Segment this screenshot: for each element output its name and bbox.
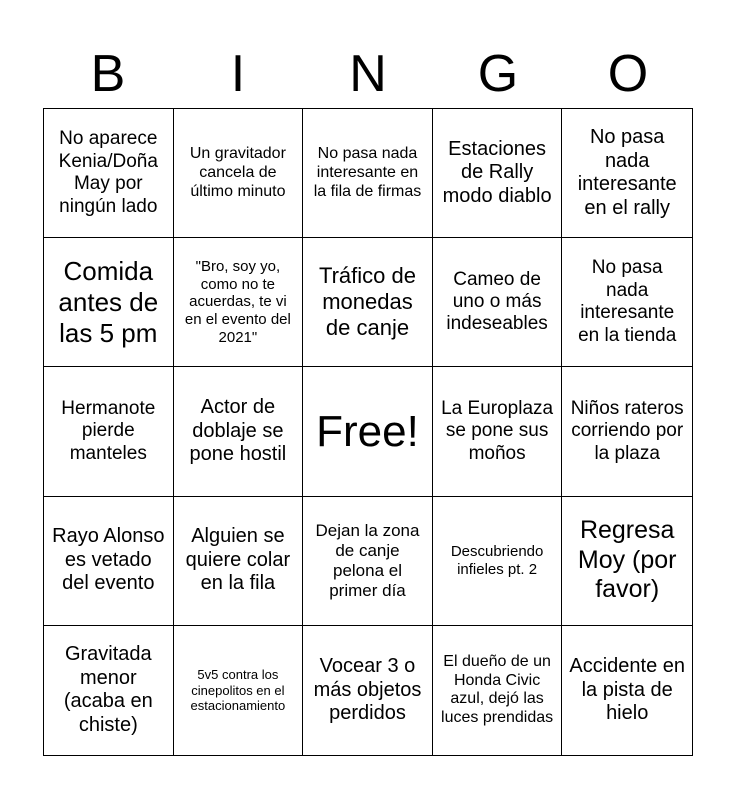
cell-text: Comida antes de las 5 pm [58, 256, 159, 348]
cell-text: Alguien se quiere colar en la fila [185, 525, 291, 595]
cell-text: No pasa nada interesante en el rally [577, 125, 677, 219]
bingo-cell-r3-c4[interactable] [433, 367, 563, 496]
bingo-grid [43, 108, 693, 756]
free-space-text: Free! [316, 406, 419, 456]
cell-text: No pasa nada interesante en la tienda [578, 257, 677, 346]
cell-text: Dejan la zona de canje pelona el primer día [315, 520, 420, 600]
bingo-cell-r2-c2[interactable] [174, 238, 304, 367]
bingo-cell-r3-c1[interactable] [44, 367, 174, 496]
cell-text: Hermanote pierde manteles [61, 397, 156, 464]
bingo-header [43, 40, 693, 108]
bingo-cell-r4-c2[interactable] [174, 497, 304, 626]
header-letter-o: O [607, 45, 649, 103]
bingo-cell-r5-c4[interactable] [433, 626, 563, 755]
bingo-cell-r1-c2[interactable] [174, 109, 304, 238]
bingo-cell-r2-c4[interactable] [433, 238, 563, 367]
cell-text: Regresa Moy (por favor) [577, 516, 677, 604]
cell-text: Descubriendo infieles pt. 2 [450, 543, 544, 578]
cell-text: Accidente en la pista de hielo [569, 655, 686, 725]
cell-text: Cameo de uno o más indeseables [446, 268, 548, 335]
cell-text: No pasa nada interesante en la fila de firmas [313, 144, 422, 200]
cell-text: La Europlaza se pone sus moños [441, 397, 554, 464]
bingo-cell-r4-c5[interactable] [562, 497, 692, 626]
cell-text: "Bro, soy yo, como no te acuerdas, te vi en el evento del 2021" [184, 258, 291, 346]
cell-text: Actor de doblaje se pone hostil [189, 396, 287, 466]
cell-text: Vocear 3 o más objetos perdidos [313, 655, 422, 725]
bingo-cell-r1-c5[interactable] [562, 109, 692, 238]
bingo-cell-r5-c2[interactable] [174, 626, 304, 755]
cell-text: 5v5 contra los cinepolitos en el estacionamiento [190, 667, 286, 714]
header-letter-i: I [230, 45, 246, 103]
cell-text: Rayo Alonso es vetado del evento [52, 525, 165, 595]
bingo-cell-r5-c1[interactable] [44, 626, 174, 755]
header-letter-b: B [90, 45, 126, 103]
bingo-cell-r1-c3[interactable] [303, 109, 433, 238]
bingo-cell-r1-c1[interactable] [44, 109, 174, 238]
cell-text: El dueño de un Honda Civic azul, dejó las luces prendidas [441, 652, 554, 727]
cell-text: Gravitada menor (acaba en chiste) [63, 643, 153, 736]
cell-text: Niños rateros corriendo por la plaza [570, 397, 684, 464]
bingo-cell-r2-c1[interactable] [44, 238, 174, 367]
header-letter-n: N [349, 45, 387, 103]
bingo-cell-r4-c3[interactable] [303, 497, 433, 626]
bingo-cell-r5-c3[interactable] [303, 626, 433, 755]
cell-text: No aparece Kenia/Doña May por ningún lado [58, 128, 158, 217]
bingo-cell-r2-c5[interactable] [562, 238, 692, 367]
header-letter-g: G [477, 45, 519, 103]
bingo-cell-r4-c4[interactable] [433, 497, 563, 626]
bingo-cell-r5-c5[interactable] [562, 626, 692, 755]
cell-text: Estaciones de Rally modo diablo [442, 137, 552, 207]
cell-text: Un gravitador cancela de último minuto [189, 144, 286, 200]
bingo-cell-r3-c5[interactable] [562, 367, 692, 496]
bingo-cell-r1-c4[interactable] [433, 109, 563, 238]
bingo-cell-r4-c1[interactable] [44, 497, 174, 626]
bingo-cell-r3-c2[interactable] [174, 367, 304, 496]
cell-text: Tráfico de monedas de canje [318, 263, 416, 341]
bingo-cell-r2-c3[interactable] [303, 238, 433, 367]
bingo-cell-free[interactable] [303, 367, 433, 496]
